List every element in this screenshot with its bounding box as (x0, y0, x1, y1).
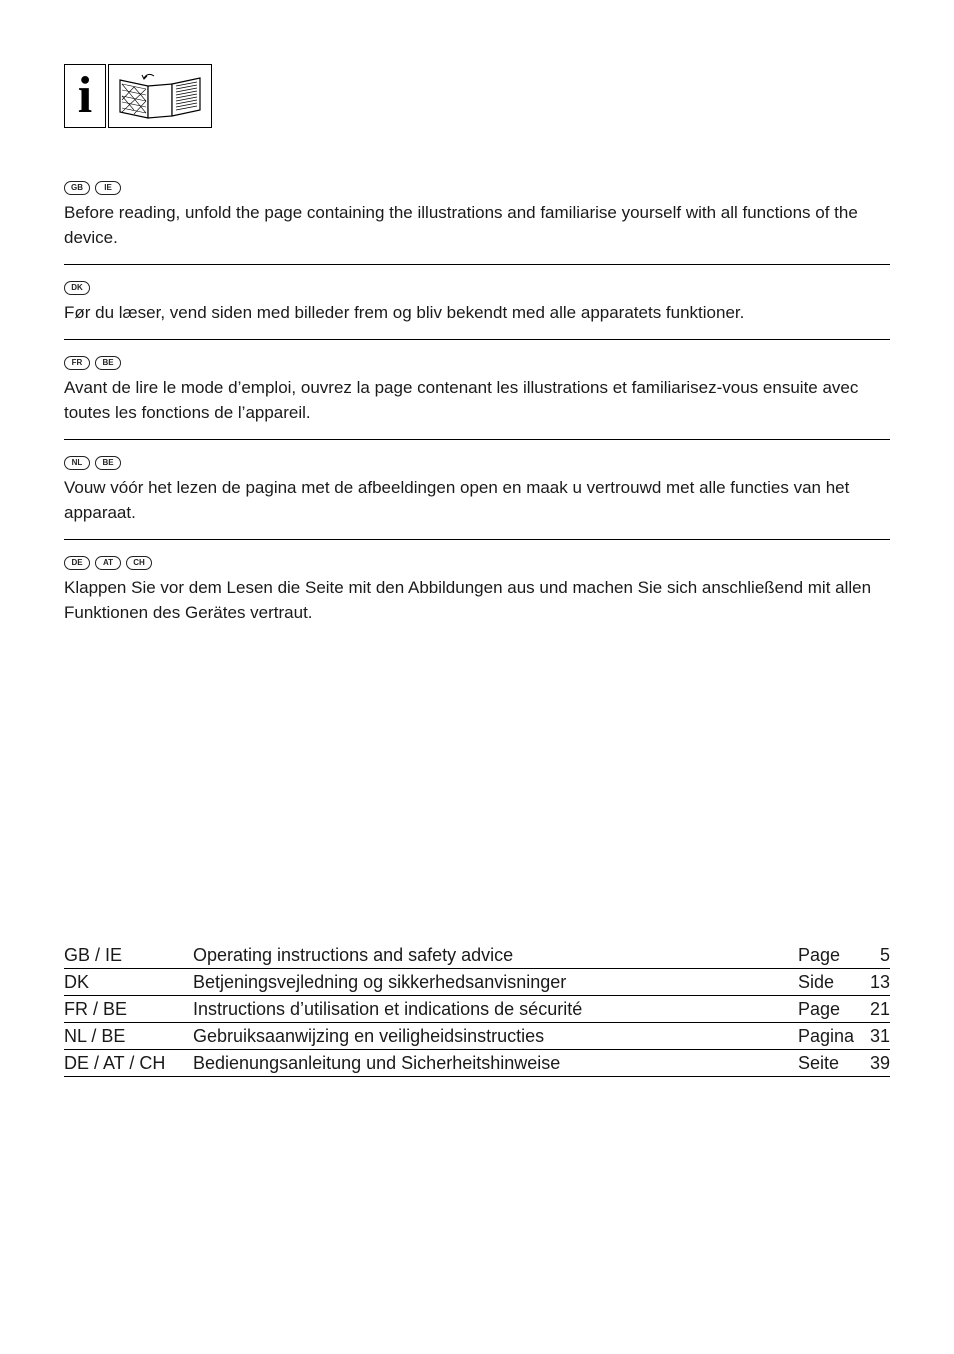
section-fr-be (64, 354, 890, 425)
toc-page-number: 31 (869, 1025, 890, 1046)
toc-page-label: Seite (798, 1052, 840, 1073)
language-badges (64, 354, 890, 372)
toc-language-code: NL / BE (64, 1025, 126, 1046)
section-de-at-ch (64, 554, 890, 625)
language-badges (64, 279, 890, 297)
language-badge: DE (64, 556, 90, 570)
language-badges (64, 179, 890, 197)
toc-row[interactable] (64, 996, 890, 1023)
toc-title: Bedienungsanleitung und Sicherheitshinweise (193, 1052, 561, 1073)
language-badge: FR (64, 356, 90, 370)
divider (64, 339, 890, 340)
language-badge: AT (95, 556, 121, 570)
info-icon (64, 64, 106, 128)
instruction-text: Klappen Sie vor dem Lesen die Seite mit den Abbildungen aus und machen Sie sich anschließend mit allen Funktionen des Gerätes vertraut. (64, 578, 872, 622)
info-glyph: i (77, 67, 93, 124)
toc-row[interactable] (64, 942, 890, 969)
language-badge: DK (64, 281, 90, 295)
language-badge: BE (95, 456, 121, 470)
toc-row[interactable] (64, 1050, 890, 1077)
language-badges (64, 554, 890, 572)
table-of-contents (64, 942, 890, 1077)
toc-language-code: GB / IE (64, 944, 123, 965)
language-badge: CH (126, 556, 152, 570)
language-badge: GB (64, 181, 90, 195)
language-badge: NL (64, 456, 90, 470)
instruction-text: Avant de lire le mode d’emploi, ouvrez la page contenant les illustrations et familiarisez-vous ensuite avec toutes les fonctions de l’appareil. (64, 378, 859, 422)
section-gb-ie (64, 179, 890, 250)
toc-page-number: 39 (869, 1052, 890, 1073)
toc-page-label: Pagina (798, 1025, 855, 1046)
instruction-text: Vouw vóór het lezen de pagina met de afbeeldingen open en maak u vertrouwd met alle functies van het apparaat. (64, 478, 850, 522)
language-badge: IE (95, 181, 121, 195)
toc-page-number: 13 (869, 971, 890, 992)
toc-page-label: Page (798, 998, 841, 1019)
language-badges (64, 454, 890, 472)
divider (64, 264, 890, 265)
toc-title: Operating instructions and safety advice (193, 944, 514, 965)
toc-title: Gebruiksaanwijzing en veiligheidsinstructies (193, 1025, 545, 1046)
toc-page-label: Page (798, 944, 841, 965)
toc-page-number: 21 (869, 998, 890, 1019)
toc-language-code: FR / BE (64, 998, 128, 1019)
toc-title: Instructions d’utilisation et indications de sécurité (193, 998, 583, 1019)
fold-out-page-icon (108, 64, 212, 128)
header-icons (64, 64, 212, 128)
toc-title: Betjeningsvejledning og sikkerhedsanvisninger (193, 971, 567, 992)
language-badge: BE (95, 356, 121, 370)
toc-page-number: 5 (879, 944, 890, 965)
section-dk (64, 279, 890, 325)
divider (64, 439, 890, 440)
toc-language-code: DK (64, 971, 90, 992)
instruction-text: Før du læser, vend siden med billeder frem og bliv bekendt med alle apparatets funktioner. (64, 303, 745, 322)
toc-row[interactable] (64, 1023, 890, 1050)
toc-page-label: Side (798, 971, 835, 992)
toc-row[interactable] (64, 969, 890, 996)
section-nl-be (64, 454, 890, 525)
toc-language-code: DE / AT / CH (64, 1052, 166, 1073)
instruction-text: Before reading, unfold the page containing the illustrations and familiarise yourself with all functions of the device. (64, 203, 858, 247)
divider (64, 539, 890, 540)
